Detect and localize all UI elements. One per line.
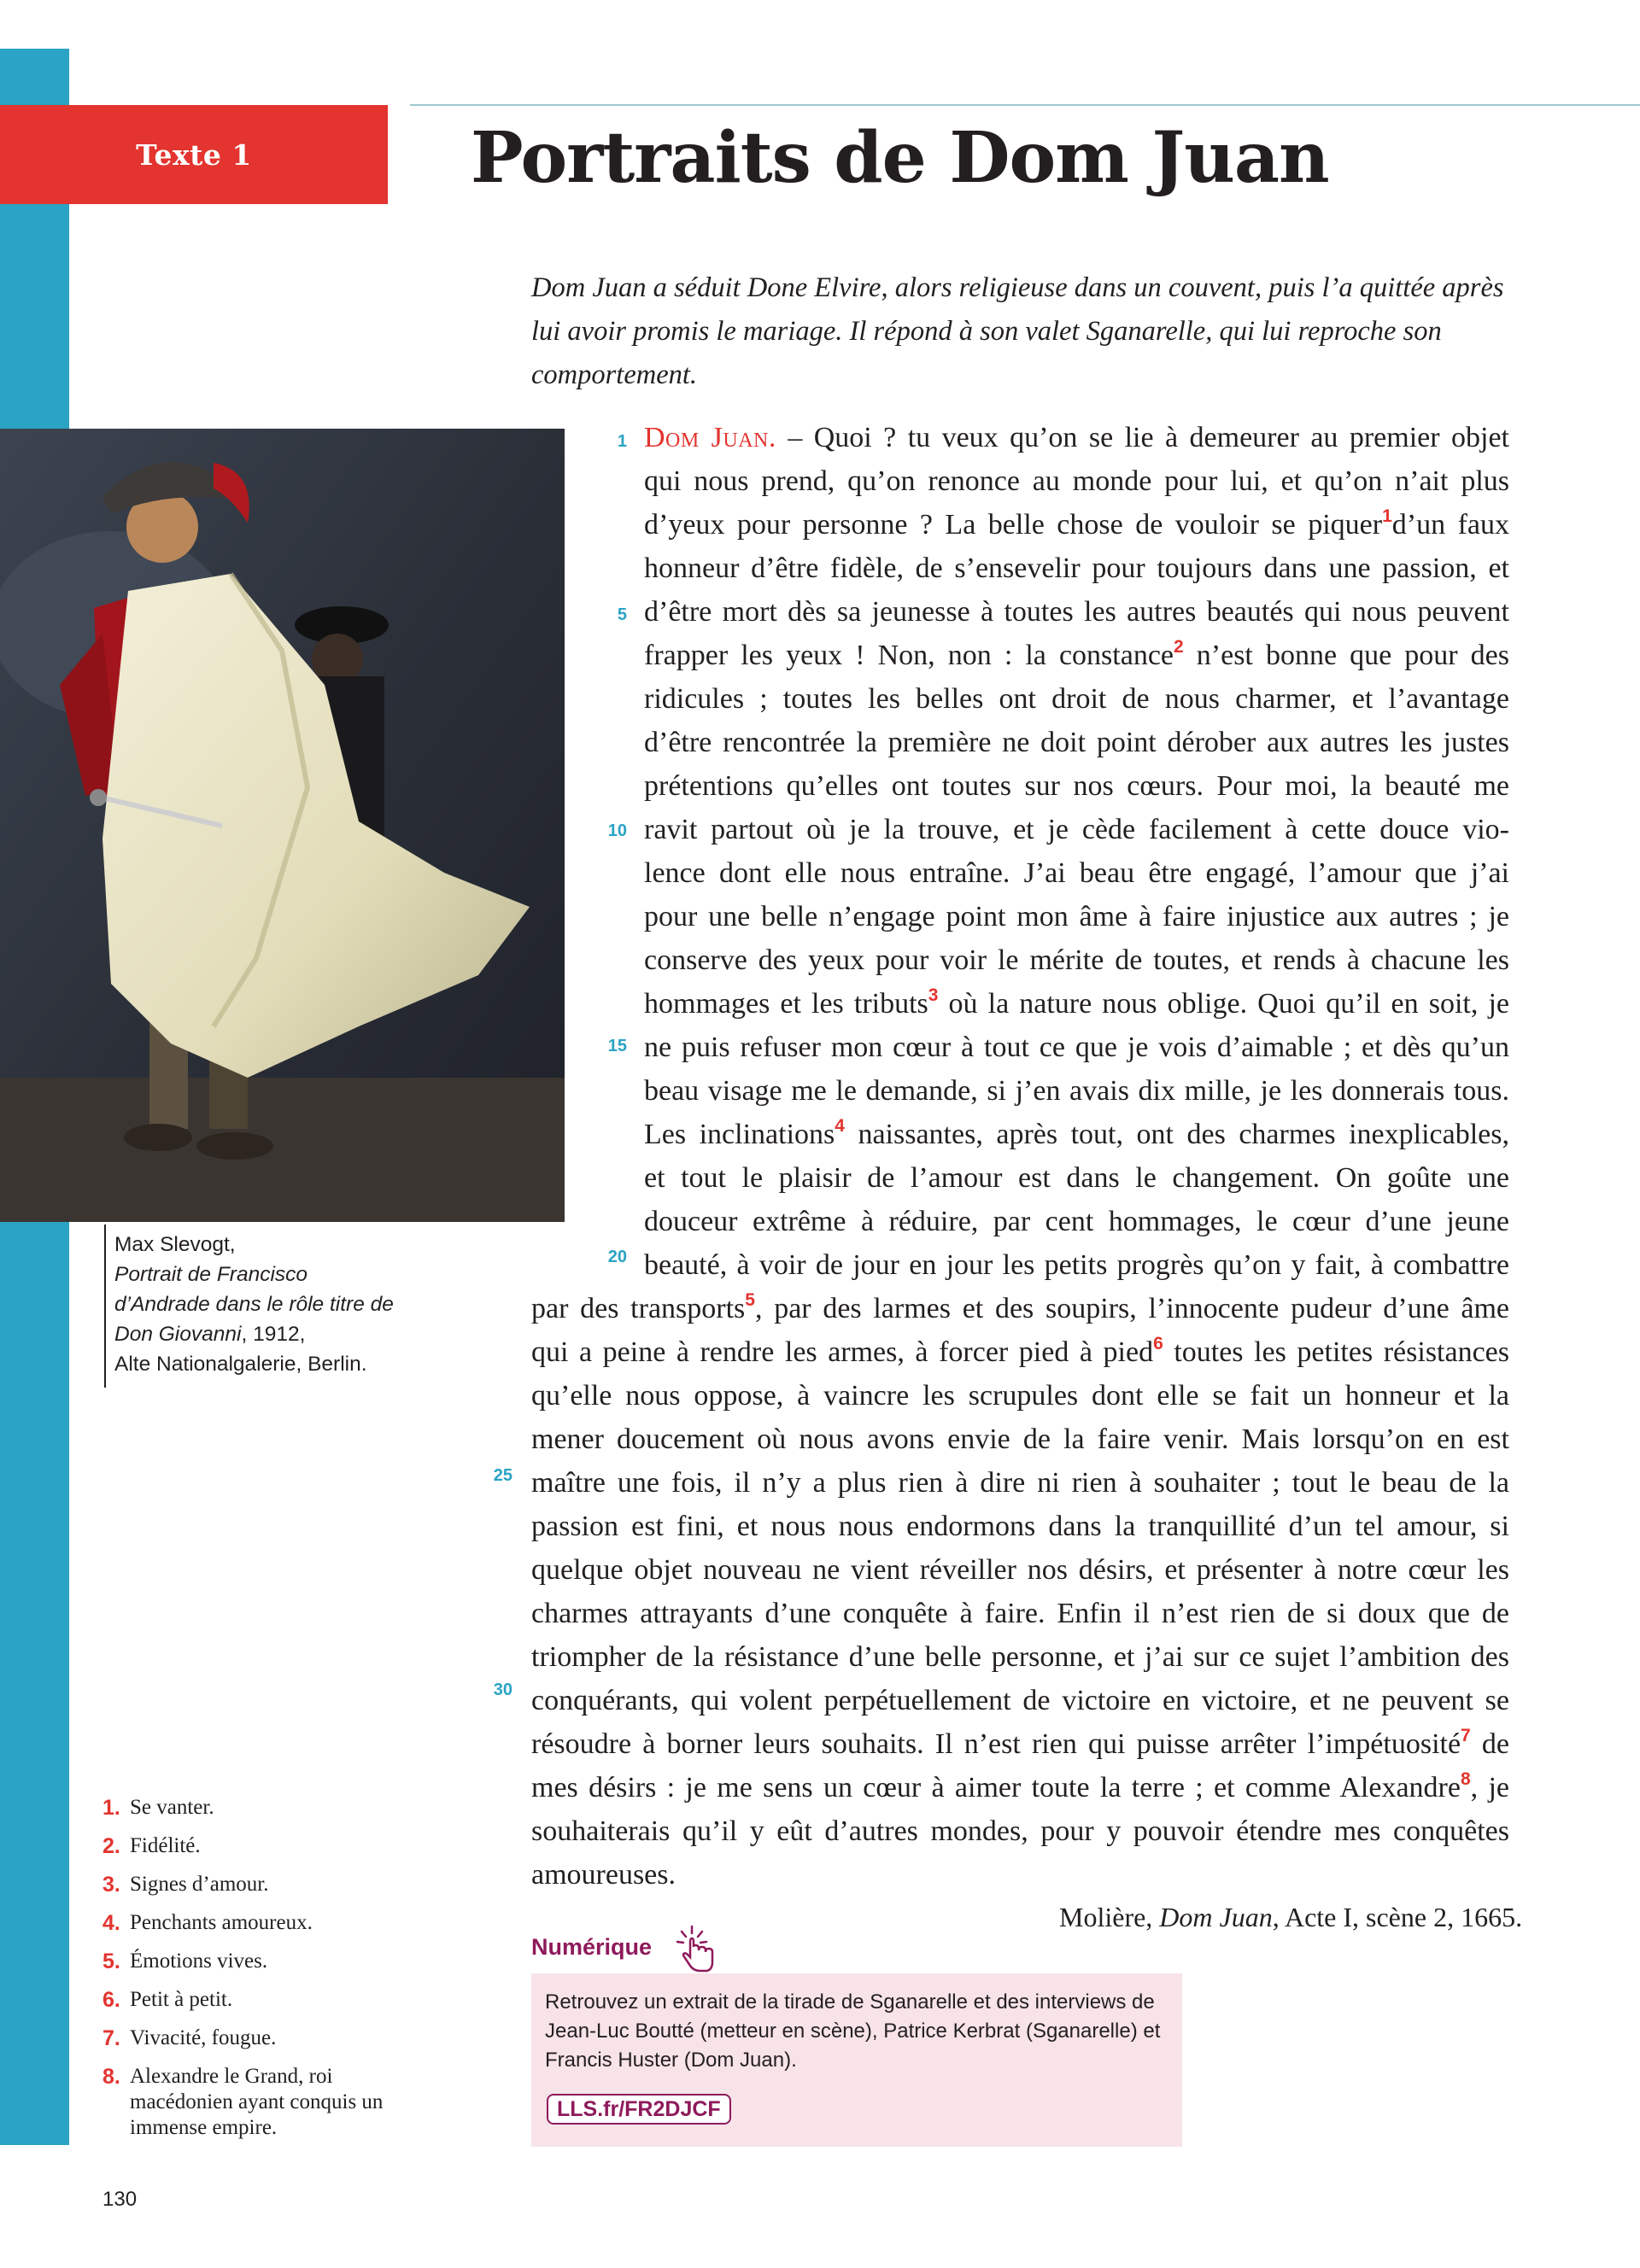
text-line: pour une belle n’engage point mon âme à faire injustice aux autres ; je (644, 901, 1509, 932)
speaker-name: Dom Juan. (644, 422, 776, 453)
text-line: maître une fois, il n’y a plus rien à dire ni rien à souhaiter ; tout le beau de la (531, 1467, 1509, 1499)
text-line: conserve des yeux pour voir le mérite de toutes, et rends à chacune les (644, 944, 1509, 976)
line-number: 30 (493, 1681, 512, 1699)
footnote-item: 1. Se vanter. (102, 1796, 214, 1820)
text-line: charmes attrayants d’une conquête à faire. Enfin il n’est rien de si doux que de (531, 1598, 1509, 1629)
text-line: honneur d’être fidèle, de s’ensevelir pour toujours dans une passion, et (644, 552, 1509, 584)
footnotes-list (102, 1795, 410, 2154)
text-line: douceur extrême à réduire, par cent hommages, le cœur d’une jeune (644, 1206, 1509, 1237)
footnote-item: 2. Fidélité. (102, 1834, 201, 1858)
footnote-item: 5. Émotions vives. (102, 1949, 268, 1973)
text-line: mes désirs : je me sens un cœur à aimer toute la terre ; et comme Alexandre$^8$, je (531, 1768, 1509, 1803)
caption-museum: Alte Nationalgalerie, Berlin. (114, 1353, 367, 1376)
text-line: résoudre à borner leurs souhaits. Il n’est rien qui puisse arrêter l’impétuosité$^7$ de (531, 1725, 1509, 1760)
line-number: 1 (617, 432, 627, 451)
footnote-ref: 8 (1460, 1768, 1471, 1789)
text-line: beauté, à voir de jour en jour les petits progrès qu’on y fait, à combattre (644, 1249, 1509, 1281)
text-line: quelque objet nouveau ne vient réveiller nos désirs, et présenter à notre cœur les (531, 1554, 1509, 1586)
header-rule (410, 104, 1640, 106)
footnote-item: 8. Alexandre le Grand, roi macédonien ayant conquis un immense empire. (102, 2065, 384, 2139)
text-line: qu’elle nous oppose, à vaincre les scrupules dont elle se fait un honneur et la (531, 1380, 1509, 1412)
portrait-painting (0, 429, 565, 1222)
text-line: par des transports$^5$, par des larmes et des soupirs, l’innocente pudeur d’une âme (531, 1289, 1510, 1324)
numerique-text: Retrouvez un extrait de la tirade de Sganarelle et des interviews de Jean-Luc Boutté (metteur en scène), Patrice Kerbrat (Sganarelle) et Francis Huster (Dom Juan). (545, 1990, 1161, 2072)
source-citation: Molière, Dom Juan, Acte I, scène 2, 1665. (1059, 1902, 1523, 1932)
numerique-box (531, 1973, 1182, 2147)
text-line: beau visage me le demande, si j’en avais dix mille, je les donnerais tous. (644, 1075, 1509, 1107)
footnote-ref: 5 (745, 1289, 755, 1310)
page-title: Portraits de Dom Juan (471, 117, 1329, 199)
numerique-link[interactable]: LLS.fr/FR2DJCF (547, 2094, 731, 2125)
text-line: lence dont elle nous entraîne. J’ai beau être engagé, l’amour que j’ai (644, 857, 1509, 889)
footnote-ref: 2 (1174, 636, 1184, 657)
text-line: d’yeux pour personne ? La belle chose de vouloir se piquer$^1$d’un faux (644, 506, 1509, 541)
text-line: triompher de la résistance d’une belle personne, et j’ai sur ce sujet l’ambition des (531, 1641, 1509, 1673)
caption-year: , 1912, (241, 1323, 306, 1346)
numerique-label: Numérique (531, 1934, 653, 1960)
line-number: 20 (607, 1248, 627, 1266)
text-line: d’être mort dès sa jeunesse à toutes les autres beautés qui nous peuvent (644, 596, 1509, 628)
text-line: qui nous prend, qu’on renonce au monde pour lui, et qu’on n’ait plus (644, 465, 1509, 497)
text-line: amoureuses. (531, 1859, 676, 1891)
line-number: 15 (607, 1037, 627, 1055)
text-line: ne puis refuser mon cœur à tout ce que je vois d’aimable ; et dès qu’un (644, 1032, 1509, 1063)
text-line: d’être rencontrée la première ne doit point dérober aux autres les justes (644, 727, 1509, 758)
line-number: 5 (617, 605, 627, 624)
painting-caption (114, 1230, 396, 1379)
line-number: 10 (607, 821, 627, 840)
text-line: prétentions qu’elles ont toutes sur nos cœurs. Pour moi, la beauté me (644, 770, 1509, 802)
text-line: souhaiterais qu’il y eût d’autres mondes, pour y pouvoir étendre mes conquêtes (531, 1815, 1509, 1847)
caption-rule (104, 1225, 106, 1388)
tab-label: Texte 1 (136, 137, 252, 172)
footnote-ref: 3 (928, 985, 939, 1005)
text-line: qui a peine à rendre les armes, à forcer pied à pied$^6$ toutes les petites résistances (531, 1333, 1510, 1368)
footnote-item: 7. Vivacité, fougue. (102, 2026, 277, 2050)
text-line: conquérants, qui volent perpétuellement de victoire en victoire, et ne peuvent se (531, 1685, 1509, 1716)
text-line: ravit partout où je la trouve, et je cède facilement à cette douce vio- (644, 814, 1509, 845)
source-work: Dom Juan (1159, 1902, 1273, 1932)
tap-hand-icon (670, 1923, 723, 1976)
line-number: 25 (493, 1466, 512, 1485)
text-line: Dom Juan. – Quoi ? tu veux qu’on se lie à demeurer au premier objet (644, 422, 1509, 453)
footnote-ref: 4 (835, 1115, 845, 1136)
text-line: hommages et les tributs$^3$ où la nature nous oblige. Quoi qu’il en soit, je (644, 985, 1509, 1020)
caption-title: Portrait de Francisco d’Andrade dans le rôle titre de Don Giovanni (114, 1263, 394, 1346)
footnote-ref: 6 (1153, 1333, 1163, 1353)
footnote-item: 6. Petit à petit. (102, 1988, 233, 2012)
text-line: mener doucement où nous avons envie de la faire venir. Mais lorsqu’on en est (531, 1423, 1509, 1455)
text-line: Les inclinations$^4$ naissantes, après tout, ont des charmes inexplicables, (644, 1115, 1509, 1150)
text-line: ridicules ; toutes les belles ont droit de nous charmer, et l’avantage (644, 683, 1509, 715)
footnote-item: 3. Signes d’amour. (102, 1873, 269, 1897)
text-line: frapper les yeux ! Non, non : la constance$^2$ n’est bonne que pour des (644, 636, 1509, 671)
text-line: et tout le plaisir de l’amour est dans le changement. On goûte une (644, 1162, 1509, 1194)
page-number: 130 (102, 2188, 138, 2211)
footnote-ref: 7 (1461, 1725, 1471, 1745)
footnote-ref: 1 (1382, 506, 1392, 526)
caption-author: Max Slevogt, (114, 1233, 236, 1256)
text-line: passion est fini, et nous nous endormons dans la tranquillité d’un tel amour, si (531, 1511, 1509, 1542)
text-number-tab (0, 105, 388, 204)
footnote-item: 4. Penchants amoureux. (102, 1911, 313, 1935)
intro-paragraph: Dom Juan a séduit Done Elvire, alors religieuse dans un couvent, puis l’a quittée après lui avoir promis le mariage. Il répond à son valet Sganarelle, qui lui reproche son comportement. (531, 272, 1504, 390)
